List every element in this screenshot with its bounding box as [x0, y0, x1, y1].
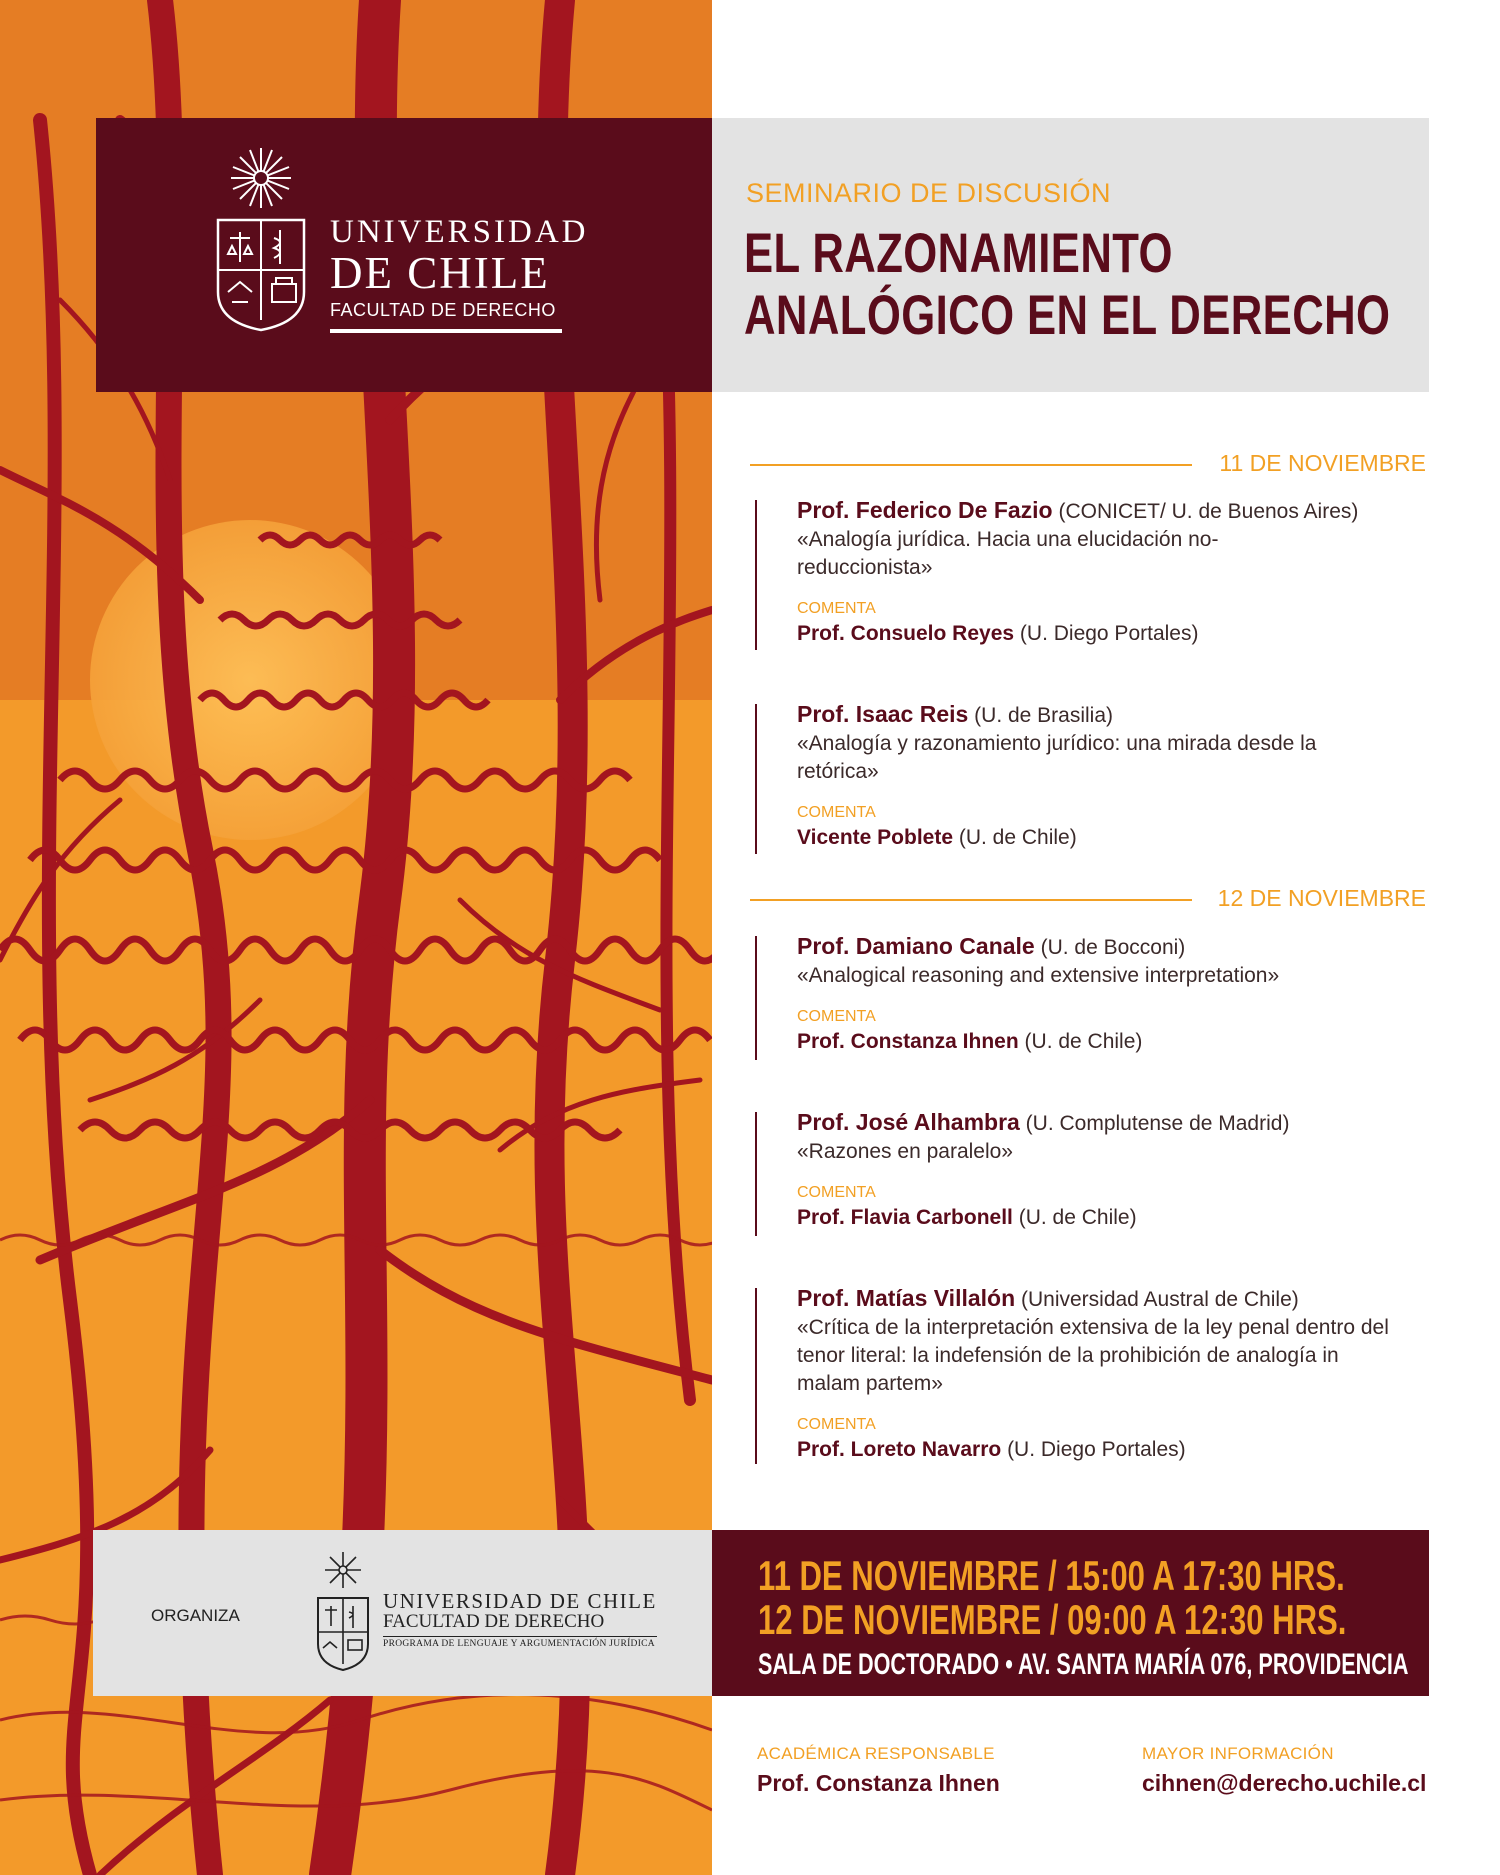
talk-title: «Analogical reasoning and extensive interpretation» [797, 964, 1280, 987]
speaker-affiliation: (Universidad Austral de Chile) [1020, 1288, 1299, 1311]
responsible-contact [757, 1744, 1000, 1797]
title-block [712, 118, 1429, 392]
schedule-block [712, 1530, 1429, 1696]
organizer-university: UNIVERSIDAD DE CHILE [383, 1589, 657, 1613]
speaker-affiliation: (U. de Brasilia) [974, 704, 1114, 727]
commentator-affiliation: (U. de Chile) [958, 826, 1077, 849]
day-divider [750, 464, 1192, 466]
speaker-name: Prof. Federico De Fazio [797, 497, 1053, 523]
speaker-affiliation: (U. Complutense de Madrid) [1025, 1112, 1290, 1135]
commentator-name: Prof. Consuelo Reyes [797, 622, 1015, 645]
university-name-line1: UNIVERSIDAD [330, 214, 589, 250]
university-logo-block [96, 118, 712, 392]
talk-item [755, 932, 1435, 1056]
talk-item [755, 700, 1435, 852]
commentator-name: Prof. Loreto Navarro [797, 1438, 1002, 1461]
speaker-name: Prof. Damiano Canale [797, 933, 1035, 959]
commentator-name: Prof. Constanza Ihnen [797, 1030, 1019, 1053]
organizer-program: PROGRAMA DE LENGUAJE Y ARGUMENTACIÓN JURÍDICA [383, 1636, 657, 1649]
talk-title: «Crítica de la interpretación extensiva de la ley penal dentro del tenor literal: la indefensión de la prohibición de analogía in malam partem» [797, 1316, 1389, 1395]
commentator-name: Vicente Poblete [797, 826, 954, 849]
faculty-name: FACULTAD DE DERECHO [330, 300, 556, 320]
responsible-name: Prof. Constanza Ihnen [757, 1770, 1000, 1796]
comment-label: COMENTA [797, 804, 876, 821]
speaker-name: Prof. José Alhambra [797, 1109, 1020, 1135]
talk-title: «Analogía y razonamiento jurídico: una mirada desde la retórica» [797, 732, 1317, 783]
talk-title: «Razones en paralelo» [797, 1140, 1013, 1163]
commentator-affiliation: (U. Diego Portales) [1007, 1438, 1186, 1461]
talk-accent-bar [755, 1112, 757, 1236]
info-label: MAYOR INFORMACIÓN [1142, 1744, 1334, 1763]
organizer-faculty: FACULTAD DE DERECHO [383, 1611, 605, 1632]
day-divider [750, 899, 1192, 901]
talk-accent-bar [755, 1288, 757, 1464]
commentator-affiliation: (U. de Chile) [1018, 1206, 1137, 1229]
seminar-eyebrow: SEMINARIO DE DISCUSIÓN [746, 178, 1112, 208]
talk-item [755, 1108, 1435, 1232]
university-crest-icon [214, 142, 308, 332]
commentator-affiliation: (U. Diego Portales) [1019, 622, 1199, 645]
speaker-name: Prof. Matías Villalón [797, 1285, 1016, 1311]
organizer-crest-icon [315, 1548, 371, 1678]
page-title [744, 221, 1391, 346]
day-label: 12 DE NOVIEMBRE [1217, 885, 1426, 911]
speaker-affiliation: (CONICET/ U. de Buenos Aires) [1058, 500, 1359, 523]
title-line-2: ANALÓGICO EN EL DERECHO [744, 283, 1391, 346]
day-header-1 [750, 450, 1430, 480]
schedule-day-2: 12 DE NOVIEMBRE / 09:00 A 12:30 HRS. [758, 1596, 1347, 1643]
comment-label: COMENTA [797, 1008, 876, 1025]
talk-accent-bar [755, 500, 757, 650]
speaker-affiliation: (U. de Bocconi) [1040, 936, 1186, 959]
comment-label: COMENTA [797, 1416, 876, 1433]
day-header-2 [750, 885, 1430, 915]
logo-rule [330, 329, 562, 333]
talk-title: «Analogía jurídica. Hacia una elucidación no-reduccionista» [797, 528, 1219, 579]
university-name-line2: DE CHILE [330, 248, 550, 298]
day-label: 11 DE NOVIEMBRE [1219, 450, 1426, 476]
organizer-label: ORGANIZA [151, 1606, 240, 1625]
commentator-name: Prof. Flavia Carbonell [797, 1206, 1013, 1229]
organizer-block [93, 1530, 712, 1696]
venue: SALA DE DOCTORADO • AV. SANTA MARÍA 076, PROVIDENCIA [758, 1648, 1409, 1681]
info-email-link[interactable]: cihnen@derecho.uchile.cl [1142, 1770, 1427, 1796]
responsible-label: ACADÉMICA RESPONSABLE [757, 1744, 995, 1763]
comment-label: COMENTA [797, 1184, 876, 1201]
talk-accent-bar [755, 936, 757, 1060]
commentator-affiliation: (U. de Chile) [1024, 1030, 1143, 1053]
talk-item [755, 496, 1435, 648]
talk-item [755, 1284, 1435, 1464]
speaker-name: Prof. Isaac Reis [797, 701, 969, 727]
comment-label: COMENTA [797, 600, 876, 617]
info-contact [1142, 1744, 1426, 1797]
schedule-day-1: 11 DE NOVIEMBRE / 15:00 A 17:30 HRS. [758, 1552, 1345, 1599]
title-line-1: EL RAZONAMIENTO [744, 221, 1173, 284]
talk-accent-bar [755, 704, 757, 854]
